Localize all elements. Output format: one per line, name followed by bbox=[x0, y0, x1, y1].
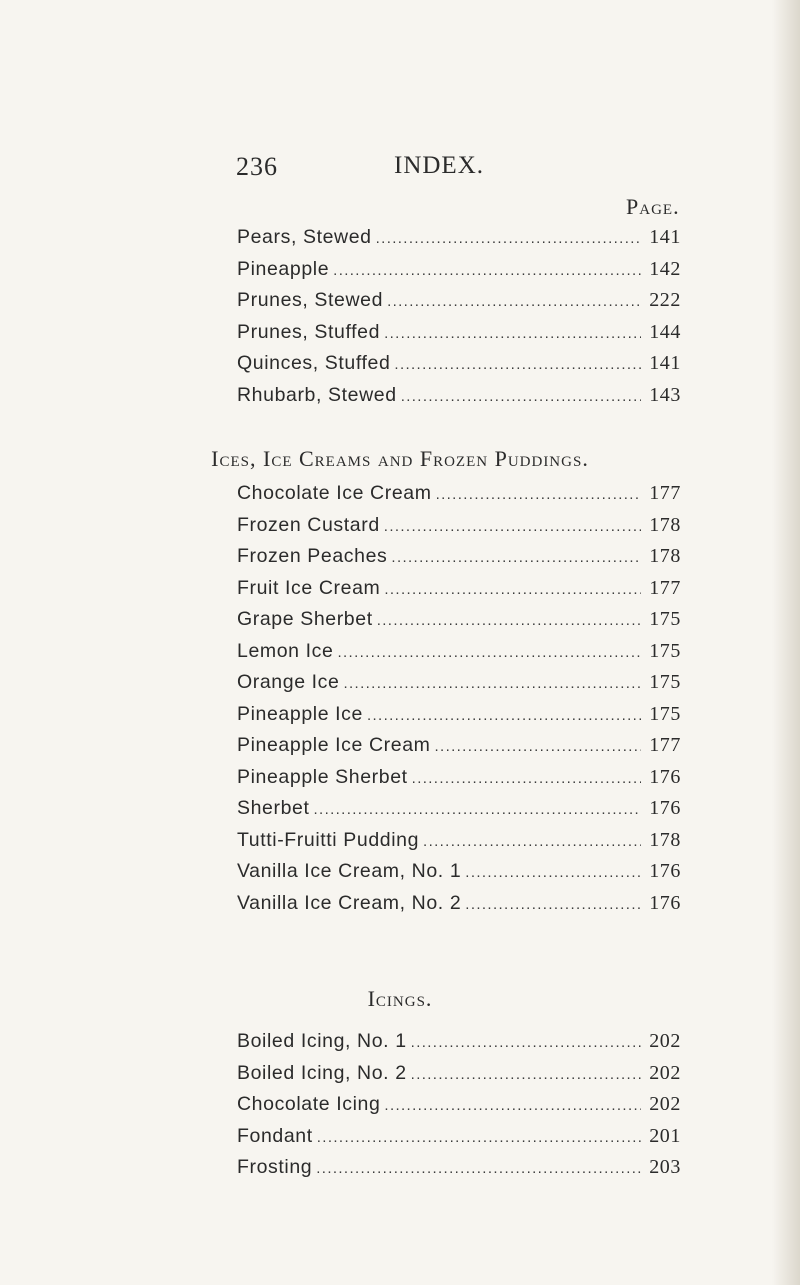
dot-leader bbox=[377, 612, 641, 629]
index-entry bbox=[237, 797, 681, 829]
entry-page: 176 bbox=[649, 797, 681, 819]
dot-leader bbox=[394, 356, 641, 373]
dot-leader bbox=[411, 1066, 641, 1083]
index-entry bbox=[237, 671, 681, 703]
entry-label: Fondant bbox=[237, 1124, 313, 1147]
entry-label: Quinces, Stuffed bbox=[237, 352, 391, 374]
entry-page: 202 bbox=[649, 1030, 681, 1052]
dot-leader bbox=[316, 1160, 641, 1177]
entry-page: 144 bbox=[649, 320, 681, 343]
index-entry bbox=[237, 1125, 681, 1157]
entry-page: 177 bbox=[649, 576, 681, 599]
dot-leader bbox=[411, 1034, 641, 1051]
index-entry bbox=[237, 1062, 681, 1094]
dot-leader bbox=[387, 293, 641, 310]
entry-page: 142 bbox=[649, 257, 681, 280]
entry-page: 203 bbox=[649, 1156, 681, 1178]
entry-label: Pineapple Sherbet bbox=[237, 765, 408, 788]
dot-leader bbox=[465, 864, 641, 881]
index-entry bbox=[237, 892, 681, 924]
index-entry bbox=[237, 577, 681, 609]
entry-page: 143 bbox=[649, 383, 681, 406]
index-entry bbox=[237, 226, 681, 258]
index-entry bbox=[237, 1030, 681, 1062]
index-entry bbox=[237, 321, 681, 353]
entry-page: 202 bbox=[649, 1061, 681, 1084]
entry-label: Pineapple Ice Cream bbox=[237, 734, 431, 756]
dot-leader bbox=[333, 262, 641, 279]
dot-leader bbox=[391, 549, 641, 566]
entry-label: Frozen Peaches bbox=[237, 545, 388, 567]
entry-label: Rhubarb, Stewed bbox=[237, 383, 397, 406]
page-header bbox=[0, 152, 800, 186]
entry-page: 178 bbox=[649, 828, 681, 851]
entry-page: 176 bbox=[649, 860, 681, 882]
entry-page: 176 bbox=[649, 765, 681, 788]
index-entry bbox=[237, 1156, 681, 1188]
index-entry bbox=[237, 734, 681, 766]
entry-label: Prunes, Stewed bbox=[237, 289, 384, 311]
entry-page: 178 bbox=[649, 545, 681, 567]
dot-leader bbox=[401, 388, 641, 405]
dot-leader bbox=[376, 230, 641, 247]
index-entry bbox=[237, 1093, 681, 1125]
entry-page: 178 bbox=[649, 513, 681, 536]
dot-leader bbox=[436, 486, 641, 503]
entry-label: Chocolate Ice Cream bbox=[237, 482, 432, 504]
index-entry bbox=[237, 384, 681, 416]
entry-label: Pineapple bbox=[237, 257, 330, 280]
index-entry bbox=[237, 608, 681, 640]
entry-page: 175 bbox=[649, 702, 681, 725]
dot-leader bbox=[314, 801, 642, 818]
page-edge-shadow bbox=[772, 0, 800, 1285]
entry-page: 202 bbox=[649, 1093, 681, 1115]
index-entry bbox=[237, 514, 681, 546]
entry-label: Frozen Custard bbox=[237, 513, 380, 536]
dot-leader bbox=[423, 833, 641, 850]
ices-list bbox=[237, 482, 681, 923]
index-entry bbox=[237, 766, 681, 798]
index-entry bbox=[237, 860, 681, 892]
index-entry bbox=[237, 258, 681, 290]
entry-page: 175 bbox=[649, 671, 681, 693]
entry-page: 222 bbox=[649, 289, 681, 311]
entry-page: 177 bbox=[649, 482, 681, 504]
entry-label: Chocolate Icing bbox=[237, 1093, 381, 1115]
entry-label: Vanilla Ice Cream, No. 2 bbox=[237, 891, 462, 914]
entry-page: 175 bbox=[649, 639, 681, 662]
entry-page: 201 bbox=[649, 1124, 681, 1147]
dot-leader bbox=[384, 325, 641, 342]
icings-list bbox=[237, 1030, 681, 1188]
entry-page: 141 bbox=[649, 352, 681, 374]
entry-label: Boiled Icing, No. 1 bbox=[237, 1030, 407, 1052]
page-number: 236 bbox=[236, 152, 278, 181]
dot-leader bbox=[435, 738, 642, 755]
entry-label: Lemon Ice bbox=[237, 639, 334, 662]
dot-leader bbox=[384, 518, 641, 535]
index-entry bbox=[237, 703, 681, 735]
fruits-list bbox=[237, 226, 681, 415]
entry-label: Fruit Ice Cream bbox=[237, 576, 381, 599]
section-title-ices: Ices, Ice Creams and Frozen Puddings. bbox=[211, 446, 589, 471]
entry-label: Grape Sherbet bbox=[237, 608, 373, 630]
entry-page: 175 bbox=[649, 608, 681, 630]
entry-label: Vanilla Ice Cream, No. 1 bbox=[237, 860, 462, 882]
index-entry bbox=[237, 829, 681, 861]
page-column-label: Page. bbox=[626, 194, 680, 219]
section-title-icings: Icings. bbox=[367, 986, 433, 1011]
entry-label: Orange Ice bbox=[237, 671, 340, 693]
entry-label: Pears, Stewed bbox=[237, 226, 372, 248]
index-entry bbox=[237, 352, 681, 384]
entry-page: 176 bbox=[649, 891, 681, 914]
dot-leader bbox=[367, 707, 641, 724]
entry-label: Tutti-Fruitti Pudding bbox=[237, 828, 420, 851]
index-entry bbox=[237, 545, 681, 577]
dot-leader bbox=[465, 896, 641, 913]
dot-leader bbox=[412, 770, 641, 787]
entry-label: Sherbet bbox=[237, 797, 310, 819]
entry-label: Frosting bbox=[237, 1156, 313, 1178]
dot-leader bbox=[343, 675, 641, 692]
entry-page: 177 bbox=[649, 734, 681, 756]
index-entry bbox=[237, 482, 681, 514]
entry-label: Prunes, Stuffed bbox=[237, 320, 381, 343]
dot-leader bbox=[337, 644, 641, 661]
index-entry bbox=[237, 640, 681, 672]
dot-leader bbox=[317, 1129, 641, 1146]
entry-page: 141 bbox=[649, 226, 681, 248]
dot-leader bbox=[384, 1097, 641, 1114]
entry-label: Boiled Icing, No. 2 bbox=[237, 1061, 407, 1084]
dot-leader bbox=[384, 581, 641, 598]
entry-label: Pineapple Ice bbox=[237, 702, 363, 725]
running-head: INDEX. bbox=[394, 152, 485, 179]
index-entry bbox=[237, 289, 681, 321]
